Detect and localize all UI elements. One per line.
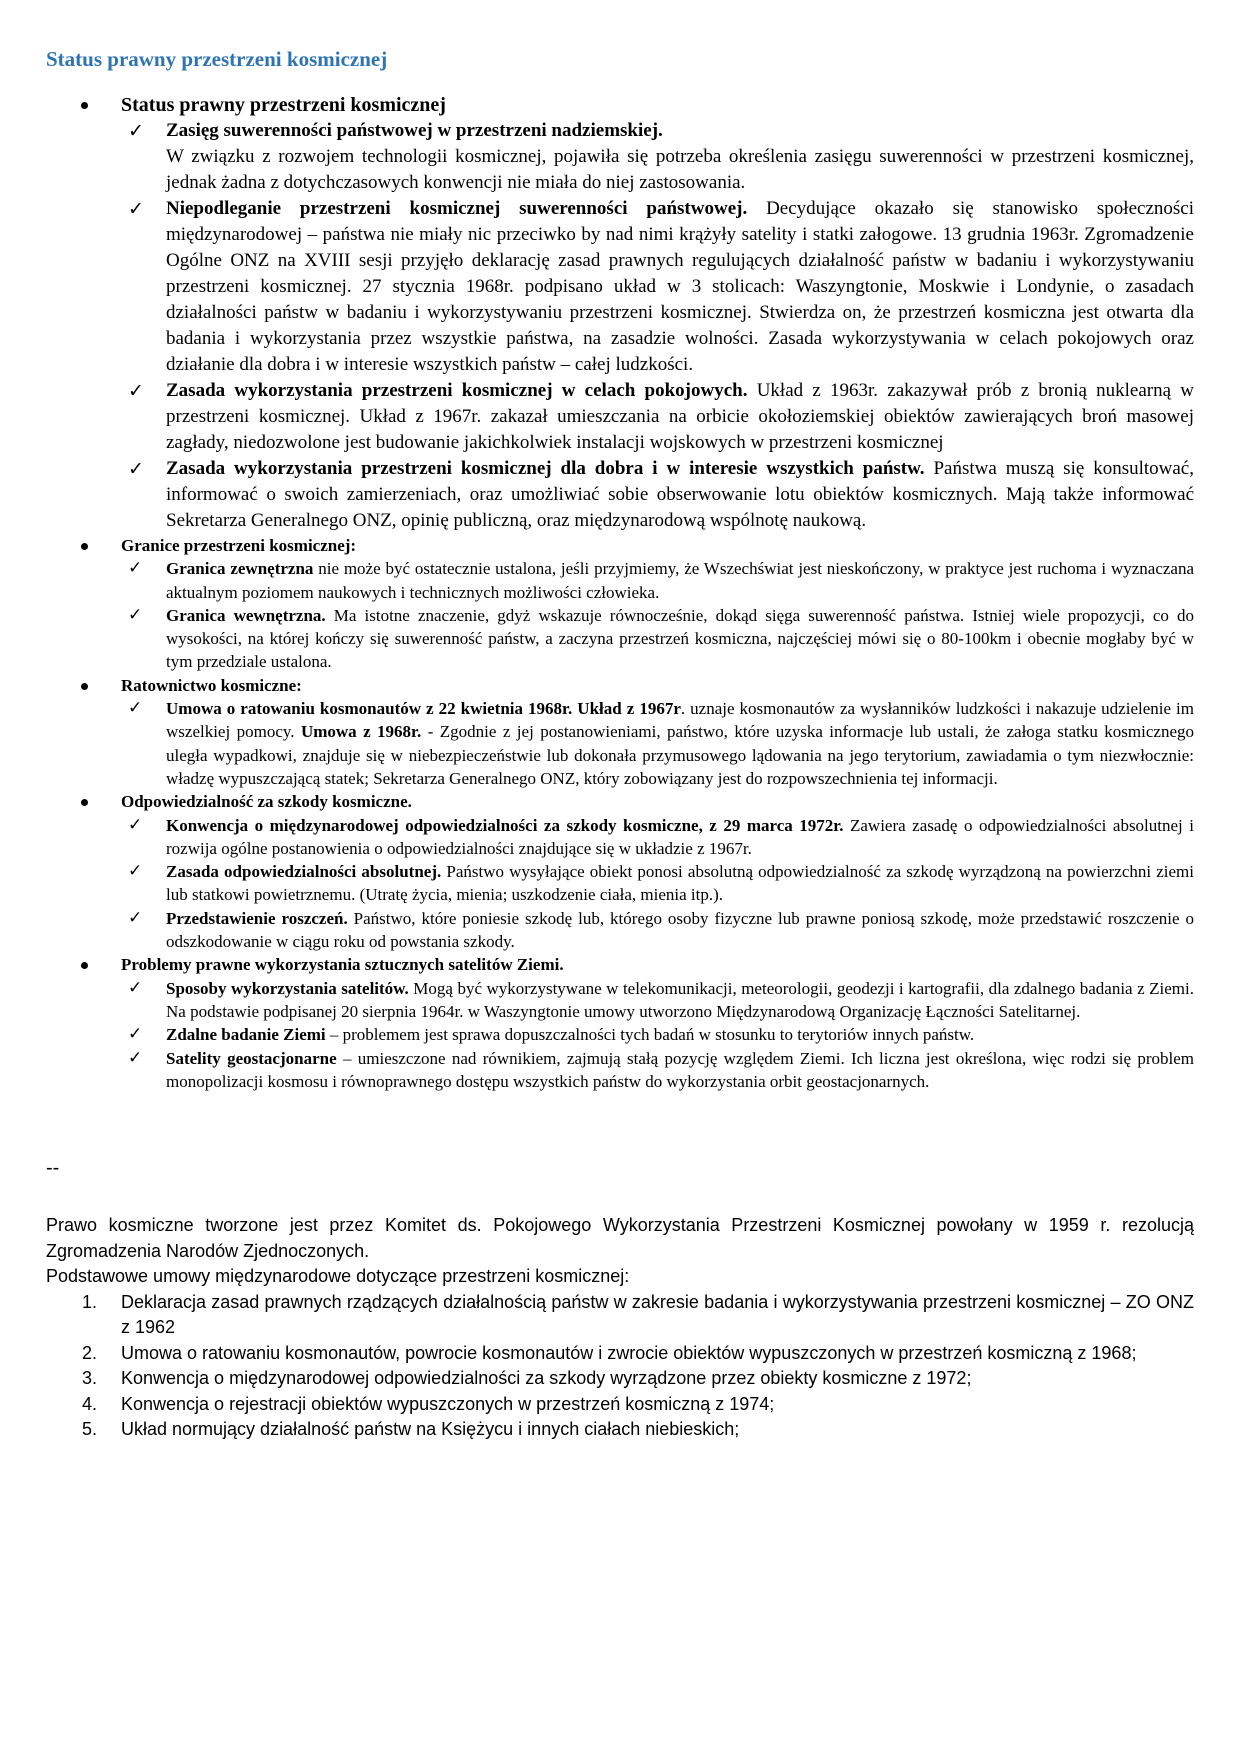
check-item bbox=[121, 118, 1194, 196]
bullet-item bbox=[46, 790, 1194, 953]
check-item-text: Państwo, które poniesie szkodę lub, którego osoby fizyczne lub prawne poniosą szkodę, może przedstawić roszczenie o odszkodowanie w ciągu roku od powstania szkody. bbox=[166, 908, 1194, 952]
outro-paragraph: Podstawowe umowy międzynarodowe dotyczące przestrzeni kosmicznej: bbox=[46, 1266, 630, 1287]
check-item-text: Państwo wysyłające obiekt ponosi absolutną odpowiedzialność za szkodę wyrządzoną na powierzchni ziemi lub statkowi powietrznemu. (Utratę życia, mienia; uszkodzenie ciała, mienia itp.). bbox=[166, 862, 1194, 905]
check-item-bold: Zasada odpowiedzialności absolutnej. bbox=[166, 862, 442, 882]
agreement-number: 2. bbox=[82, 1342, 98, 1363]
agreement-number: 3. bbox=[82, 1368, 98, 1389]
outro-section bbox=[46, 1213, 1194, 1443]
outro-paragraph: Prawo kosmiczne tworzone jest przez Komitet ds. Pokojowego Wykorzystania Przestrzeni Kosmicznej powołany w 1959 r. rezolucją Zgromadzenia Narodów Zjednoczonych. bbox=[46, 1215, 1194, 1261]
agreement-text: Układ normujący działalność państw na Księżycu i innych ciałach niebieskich; bbox=[121, 1419, 740, 1440]
agreements-list bbox=[46, 1290, 1194, 1443]
check-item-bold: Niepodleganie przestrzeni kosmicznej suwerenności państwowej. bbox=[166, 198, 748, 219]
document-title: Status prawny przestrzeni kosmicznej bbox=[46, 47, 388, 71]
check-item-text: Państwa muszą się konsultować, informować o swoich zamierzeniach, oraz umożliwiać sobie obserwowanie lotu obiektów kosmicznych. Mają także informować Sekretarza Generalnego ONZ, opinię publiczną, oraz międzynarodową wspólnotę naukową. bbox=[166, 458, 1194, 531]
check-item bbox=[121, 697, 1194, 790]
check-item-bold: Umowa o ratowaniu kosmonautów z 22 kwietnia 1968r. Układ z 1967r bbox=[166, 699, 681, 719]
check-item-bold: Sposoby wykorzystania satelitów. bbox=[166, 978, 409, 998]
agreement-number: 5. bbox=[82, 1419, 98, 1440]
separator: -- bbox=[46, 1157, 60, 1180]
agreement-item bbox=[46, 1417, 1194, 1443]
checklist bbox=[121, 814, 1194, 954]
agreement-number: 1. bbox=[82, 1291, 98, 1312]
bullet-item bbox=[46, 674, 1194, 790]
check-item bbox=[121, 604, 1194, 674]
agreement-item bbox=[46, 1290, 1194, 1341]
agreement-text: Umowa o ratowaniu kosmonautów, powrocie kosmonautów i zwrocie obiektów wypuszczonych w przestrzeń kosmiczną z 1968; bbox=[121, 1342, 1137, 1363]
check-item bbox=[121, 1047, 1194, 1094]
check-item-bold: Przedstawienie roszczeń. bbox=[166, 908, 348, 928]
check-item-bold: Granica wewnętrzna. bbox=[166, 605, 326, 625]
check-item bbox=[121, 814, 1194, 861]
check-item-text: nie może być ostatecznie ustalona, jeśli przyjmiemy, że Wszechświat jest nieskończony, w praktyce jest ruchoma i wyznaczana aktualnym poziomem naukowych i technicznych możliwości człowieka. bbox=[166, 559, 1194, 602]
section-heading: Granice przestrzeni kosmicznej: bbox=[121, 536, 357, 555]
bullet-item bbox=[46, 92, 1194, 534]
section-legal-status bbox=[46, 92, 1194, 534]
agreement-item bbox=[46, 1392, 1194, 1418]
section-heading: Problemy prawne wykorzystania sztucznych satelitów Ziemi. bbox=[121, 955, 564, 975]
check-item-text: Zawiera zasadę o odpowiedzialności absolutnej i rozwija ogólne postanowienia o odpowiedzialności znajdujące się w układzie z 1967r. bbox=[166, 815, 1194, 858]
checklist bbox=[121, 697, 1194, 790]
check-item-bold: Konwencja o międzynarodowej odpowiedzialności za szkody kosmiczne, z 29 marca 1972r. bbox=[166, 815, 844, 835]
checklist bbox=[121, 977, 1194, 1093]
document-page bbox=[46, 46, 1194, 1443]
check-item-bold: Zasada wykorzystania przestrzeni kosmicznej w celach pokojowych. bbox=[166, 380, 748, 401]
section-heading: Ratownictwo kosmiczne: bbox=[121, 675, 302, 695]
check-item-bold: Zdalne badanie Ziemi bbox=[166, 1025, 326, 1045]
section-heading: Odpowiedzialność za szkody kosmiczne. bbox=[121, 792, 412, 812]
check-item bbox=[121, 378, 1194, 456]
agreement-text: Konwencja o międzynarodowej odpowiedzialności za szkody wyrządzone przez obiekty kosmiczne z 1972; bbox=[121, 1368, 972, 1389]
check-item bbox=[121, 1023, 1194, 1046]
section-heading: Status prawny przestrzeni kosmicznej bbox=[121, 94, 446, 116]
check-item-text: – problemem jest sprawa dopuszczalności tych badań w stosunku to terytoriów innych państw. bbox=[325, 1025, 975, 1045]
agreement-item bbox=[46, 1366, 1194, 1392]
check-item-text: - Zgodnie z jej postanowieniami, państwo, które uzyska informacje lub ustali, że załoga statku kosmicznego uległa wypadkowi, znajduje się w niebezpieczeństwie lub dokonała przymusowego lądowania na jego terytorium, zawiadamia o tym niezwłocznie: władzę wypuszczającą statek; Sekretarza Generalnego ONZ, który zobowiązany jest do rozpowszechnienia tej informacji. bbox=[166, 722, 1194, 788]
bullet-item bbox=[46, 534, 1194, 674]
check-item bbox=[121, 456, 1194, 534]
bullet-item bbox=[46, 953, 1194, 1093]
check-item bbox=[121, 557, 1194, 604]
check-item bbox=[121, 977, 1194, 1024]
section-topics bbox=[46, 534, 1194, 1093]
agreement-item bbox=[46, 1341, 1194, 1367]
check-item-text: Mogą być wykorzystywane w telekomunikacji, meteorologii, geodezji i kartografii, dla zdalnego badania z Ziemi. Na podstawie podpisanej 20 sierpnia 1964r. w Waszyngtonie umowy utworzono Międzynarodową Organizację Łączności Satelitarnej. bbox=[166, 978, 1194, 1021]
check-item-text: Decydujące okazało się stanowisko społeczności międzynarodowej – państwa nie miały nic przeciwko by nad nimi krążyły satelity i statki załogowe. 13 grudnia 1963r. Zgromadzenie Ogólne ONZ na XVIII sesji przyjęło deklarację zasad prawnych regulujących działalność państw w badaniu i wykorzystywaniu przestrzeni kosmicznej. 27 stycznia 1968r. podpisano układ w 3 stolicach: Waszyngtonie, Moskwie i Londynie, o zasadach działalności państw w badaniu i wykorzystywaniu przestrzeni kosmicznej. Stwierdza on, że przestrzeń kosmiczna jest otwarta dla badania i wykorzystania przez wszystkie państwa, na zasadzie wolności. Zasada wykorzystywania w celach pokojowych oraz działanie dla dobra i w interesie wszystkich państw – całej ludzkości. bbox=[166, 198, 1194, 375]
check-item-bold: Granica zewnętrzna bbox=[166, 559, 314, 579]
check-item-bold: Satelity geostacjonarne bbox=[166, 1048, 337, 1068]
check-item bbox=[121, 196, 1194, 378]
check-item-bold: Zasada wykorzystania przestrzeni kosmicznej dla dobra i w interesie wszystkich państw. bbox=[166, 458, 925, 479]
check-item-continuation: W związku z rozwojem technologii kosmicznej, pojawiła się potrzeba określenia zasięgu suwerenności w przestrzeni kosmicznej, jednak żadna z dotychczasowych konwencji nie miała do niej zastosowania. bbox=[166, 146, 1194, 193]
check-item-bold: Zasięg suwerenności państwowej w przestrzeni nadziemskiej. bbox=[166, 120, 663, 141]
agreement-number: 4. bbox=[82, 1393, 98, 1414]
check-item-text: . uznaje kosmonautów za wysłanników ludzkości i nakazuje udzielenie im wszelkiej pomocy. bbox=[166, 699, 1195, 742]
check-item-text: – umieszczone nad równikiem, zajmują stałą pozycję względem Ziemi. Ich liczna jest określona, więc rodzi się problem monopolizacji kosmosu i równoprawnego dostępu wszystkich państw do wykorzystania orbit geostacjonarnych. bbox=[166, 1048, 1194, 1091]
check-item-bold: Umowa z 1968r. bbox=[300, 722, 422, 742]
check-item-text: Układ z 1963r. zakazywał prób z bronią nuklearną w przestrzeni kosmicznej. Układ z 1967r. zakazał umieszczania na orbicie okołoziemskiej obiektów zawierających broń masowej zagłady, niedozwolone jest budowanie jakichkolwiek instalacji wojskowych w przestrzeni kosmicznej bbox=[166, 380, 1194, 453]
checklist bbox=[121, 557, 1194, 673]
check-item bbox=[121, 907, 1194, 954]
check-item bbox=[121, 860, 1194, 907]
check-item-text: Ma istotne znaczenie, gdyż wskazuje równocześnie, dokąd sięga suwerenność państwa. Istniej wiele propozycji, co do wysokości, na której kończy się suwerenność państw, a zaczyna przestrzeń kosmiczna, najczęściej mówi się o 80-100km i obecnie mogłaby być w tym przedziale ustalona. bbox=[166, 605, 1194, 672]
agreement-text: Deklaracja zasad prawnych rządzących działalnością państw w zakresie badania i wykorzystywania przestrzeni kosmicznej – ZO ONZ z 1962 bbox=[121, 1291, 1194, 1338]
checklist bbox=[121, 118, 1194, 534]
agreement-text: Konwencja o rejestracji obiektów wypuszczonych w przestrzeń kosmiczną z 1974; bbox=[121, 1393, 775, 1414]
